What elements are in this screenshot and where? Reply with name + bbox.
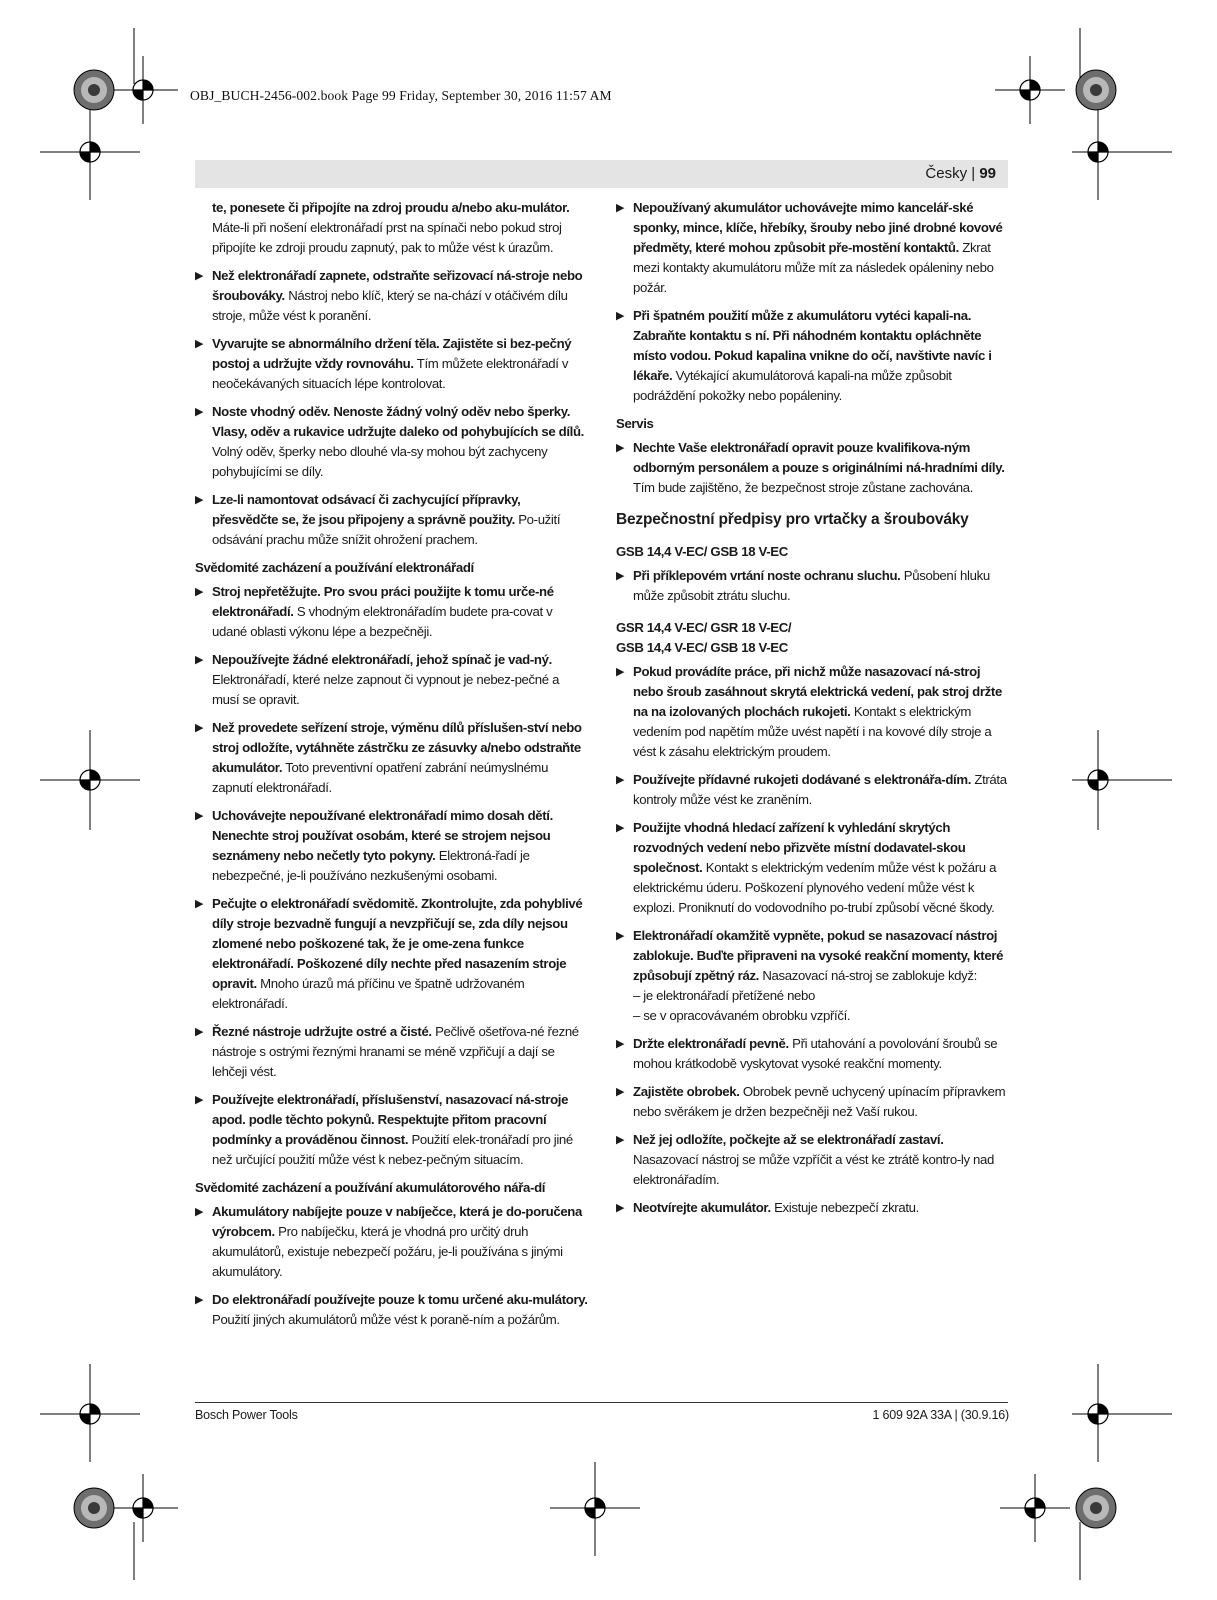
bullet-icon: ▶	[616, 774, 625, 786]
item-bold-text: Vyvarujte se abnormálního držení těla. Zajistěte si bez-pečný postoj a udržujte vždy rovnováhu.	[212, 336, 572, 371]
list-item	[195, 806, 588, 886]
section-heading: Svědomité zacházení a používání akumulátorového nářa-dí	[195, 1180, 546, 1195]
item-text: Elektroná-řadí je nebezpečné, je-li používáno nezkušenými osobami.	[212, 848, 530, 883]
left-column	[195, 198, 588, 1338]
bullet-icon: ▶	[616, 1134, 625, 1146]
item-text: Při utahování a povolování šroubů se mohou krátkodobě vyskytovat vysoké reakční momenty.	[633, 1036, 998, 1071]
bullet-icon: ▶	[195, 338, 204, 350]
bullet-icon: ▶	[616, 442, 625, 454]
list-item	[616, 662, 1009, 762]
list-item	[616, 306, 1009, 406]
bullet-icon: ▶	[195, 810, 204, 822]
bullet-icon: ▶	[616, 310, 625, 322]
item-bold-text: Noste vhodný oděv. Nenoste žádný volný oděv nebo šperky. Vlasy, oděv a rukavice udržujte daleko od pohybujících se dílů.	[212, 404, 584, 439]
bullet-icon: ▶	[616, 1202, 625, 1214]
bullet-icon: ▶	[616, 822, 625, 834]
item-text: Nástroj nebo klíč, který se na-chází v otáčivém dílu stroje, může vést k poranění.	[212, 288, 568, 323]
list-item	[195, 650, 588, 710]
right-column	[616, 198, 1009, 1226]
item-text: Kontakt s elektrickým vedením může vést k požáru a elektrickému úderu. Poškození plynového vedení může vést k explozi. Proniknutí do vodovodního po-trubí způsobí věcné škody.	[633, 860, 997, 915]
model-heading-line-1: GSR 14,4 V-EC/ GSR 18 V-EC/	[616, 620, 792, 635]
bullet-icon: ▶	[195, 1026, 204, 1038]
item-text: Volný oděv, šperky nebo dlouhé vla-sy mohou být zachyceny pohybujícími se díly.	[212, 444, 548, 479]
item-bold-text: Lze-li namontovat odsávací či zachycující přípravky, přesvědčte se, že jsou připojeny a správně použity.	[212, 492, 521, 527]
model-heading-line-2: GSB 14,4 V-EC/ GSB 18 V-EC	[616, 640, 788, 655]
bullet-icon: ▶	[195, 722, 204, 734]
header-text: Česky | 99	[925, 165, 996, 182]
item-bold-text: Uchovávejte nepoužívané elektronářadí mimo dosah dětí. Nenechte stroj používat osobám, které se strojem nejsou seznámeny nebo nečetly tyto pokyny.	[212, 808, 553, 863]
item-bold-text: Použijte vhodná hledací zařízení k vyhledání skrytých rozvodných vedení nebo přizvěte místní dodavatel-skou společnost.	[633, 820, 966, 875]
model-heading	[616, 618, 1009, 658]
bullet-icon: ▶	[195, 1206, 204, 1218]
list-item	[616, 1198, 1009, 1218]
list-item	[616, 1034, 1009, 1074]
bullet-icon: ▶	[616, 666, 625, 678]
footer-brand: Bosch Power Tools	[195, 1408, 298, 1422]
list-item	[195, 402, 588, 482]
list-item	[195, 1022, 588, 1082]
list-item	[616, 1082, 1009, 1122]
item-text: Existuje nebezpečí zkratu.	[770, 1200, 919, 1215]
item-text: Ztráta kontroly může vést ke zraněním.	[633, 772, 1007, 807]
list-item	[616, 770, 1009, 810]
bullet-icon: ▶	[195, 494, 204, 506]
list-item	[616, 198, 1009, 298]
item-text: Obrobek pevně uchycený upínacím přípravkem nebo svěrákem je držen bezpečněji než Vaší rukou.	[633, 1084, 1006, 1119]
page-number: 99	[979, 165, 996, 182]
bullet-icon: ▶	[616, 202, 625, 214]
item-text: Použití jiných akumulátorů může vést k poraně-ním a požárům.	[212, 1312, 560, 1327]
item-text: Tím můžete elektronářadí v neočekávaných situacích lépe kontrolovat.	[212, 356, 569, 391]
section-heading: Svědomité zacházení a používání elektronářadí	[195, 560, 474, 575]
list-item	[195, 266, 588, 326]
bullet-icon: ▶	[195, 654, 204, 666]
item-text: Pečlivě ošetřova-né řezné nástroje s ostrými řeznými hranami se méně vzpřičují a dají se lehčeji vést.	[212, 1024, 579, 1079]
item-bold-text: Řezné nástroje udržujte ostré a čisté.	[212, 1024, 432, 1039]
bullet-icon: ▶	[616, 1038, 625, 1050]
bullet-icon: ▶	[195, 406, 204, 418]
item-text: Působení hluku může způsobit ztrátu sluchu.	[633, 568, 990, 603]
item-bold-text: Nepoužívejte žádné elektronářadí, jehož spínač je vad-ný.	[212, 652, 552, 667]
item-bold-text: Používejte přídavné rukojeti dodávané s elektronářa-dím.	[633, 772, 972, 787]
dash-item: – je elektronářadí přetížené nebo	[633, 988, 816, 1003]
bullet-icon: ▶	[195, 1094, 204, 1106]
bullet-icon: ▶	[195, 586, 204, 598]
item-bold-text: Při příklepovém vrtání noste ochranu sluchu.	[633, 568, 901, 583]
item-text: Nasazovací ná-stroj se zablokuje když:	[759, 968, 977, 983]
item-bold-text: Do elektronářadí používejte pouze k tomu určené aku-mulátory.	[212, 1292, 588, 1307]
list-item	[195, 582, 588, 642]
list-item	[195, 1090, 588, 1170]
bullet-icon: ▶	[616, 930, 625, 942]
item-bold-text: Při špatném použití může z akumulátoru vytéci kapali-na. Zabraňte kontaktu s ní. Při náhodném kontaktu opláchněte místo vodou. Pokud kapalina vnikne do očí, navštivte navíc i lékaře.	[633, 308, 992, 383]
print-line: OBJ_BUCH-2456-002.book Page 99 Friday, September 30, 2016 11:57 AM	[190, 88, 612, 103]
item-bold-text: Stroj nepřetěžujte. Pro svou práci použijte k tomu urče-né elektronářadí.	[212, 584, 554, 619]
item-text: Zkrat mezi kontakty akumulátoru může mít za následek opáleniny nebo požár.	[633, 240, 994, 295]
bullet-icon: ▶	[195, 270, 204, 282]
item-text: Nasazovací nástroj se může vzpříčit a vést ke ztrátě kontro-ly nad elektronářadím.	[633, 1152, 994, 1187]
item-bold-text: Než elektronářadí zapnete, odstraňte seřizovací ná-stroje nebo šroubováky.	[212, 268, 583, 303]
item-bold-text: Elektronářadí okamžitě vypněte, pokud se nasazovací nástroj zablokuje. Buďte připraveni na vysoké reakční momenty, které způsobují zpětný ráz.	[633, 928, 1004, 983]
item-bold-text: Nepoužívaný akumulátor uchovávejte mimo kancelář-ské sponky, mince, klíče, hřebíky, šrouby nebo jiné drobné kovové předměty, které mohou způsobit pře-mostění kontaktů.	[633, 200, 1003, 255]
item-text: Mnoho úrazů má příčinu ve špatně udržovaném elektronářadí.	[212, 976, 525, 1011]
item-text: Pro nabíječku, která je vhodná pro určitý druh akumulátorů, existuje nebezpečí požáru, je-li používána s jinými akumulátory.	[212, 1224, 563, 1279]
item-text: Máte-li při nošení elektronářadí prst na spínači nebo pokud stroj připojíte ke zdroji proudu zapnutý, pak to může vést k úrazům.	[212, 220, 562, 255]
item-text: Tím bude zajištěno, že bezpečnost stroje zůstane zachována.	[633, 480, 974, 495]
model-heading: GSB 14,4 V-EC/ GSB 18 V-EC	[616, 544, 788, 559]
main-heading: Bezpečnostní předpisy pro vrtačky a šroubováky	[616, 511, 969, 528]
item-text: Vytékající akumulátorová kapali-na může způsobit podráždění pokožky nebo popáleniny.	[633, 368, 952, 403]
bullet-icon: ▶	[195, 1294, 204, 1306]
footer-doc-number: 1 609 92A 33A | (30.9.16)	[872, 1408, 1009, 1422]
header-language: Česky	[925, 165, 968, 182]
list-item	[195, 198, 588, 258]
item-bold-text: Akumulátory nabíjejte pouze v nabíječce, která je do-poručena výrobcem.	[212, 1204, 582, 1239]
item-bold-text: Nechte Vaše elektronářadí opravit pouze kvalifikova-ným odborným personálem a pouze s originálními ná-hradními díly.	[633, 440, 1005, 475]
item-text: Po-užití odsávání prachu může snížit ohrožení prachem.	[212, 512, 561, 547]
item-text: Elektronářadí, které nelze zapnout či vypnout je nebez-pečné a musí se opravit.	[212, 672, 560, 707]
item-bold-text: Zajistěte obrobek.	[633, 1084, 740, 1099]
dash-item: – se v opracovávaném obrobku vzpříčí.	[633, 1008, 851, 1023]
item-bold-text: Používejte elektronářadí, příslušenství, nasazovací ná-stroje apod. podle těchto pokynů. Respektujte přitom pracovní podmínky a prováděnou činnost.	[212, 1092, 569, 1147]
item-text: Použití elek-tronářadí pro jiné než určující použití může vést k nebez-pečným situacím.	[212, 1132, 573, 1167]
item-bold-text: Neotvírejte akumulátor.	[633, 1200, 771, 1215]
item-text: Toto preventivní opatření zabrání neúmyslnému zapnutí elektronářadí.	[212, 760, 549, 795]
list-item	[616, 818, 1009, 918]
footer-divider	[195, 1402, 1008, 1403]
list-item	[195, 718, 588, 798]
item-bold-text: Než provedete seřízení stroje, výměnu dílů příslušen-ství nebo stroj odložíte, vytáhněte zástrčku ze zásuvky a/nebo odstraňte akumulátor.	[212, 720, 582, 775]
item-bold-text: Pokud provádíte práce, při nichž může nasazovací ná-stroj nebo šroub zasáhnout skrytá elektrická vedení, pak stroj držte na na izolovaných plochách rukojeti.	[633, 664, 1002, 719]
item-bold-text: Než jej odložíte, počkejte až se elektronářadí zastaví.	[633, 1132, 944, 1147]
list-item	[195, 334, 588, 394]
page-header	[195, 160, 1008, 188]
bullet-icon: ▶	[195, 898, 204, 910]
item-bold-text: Pečujte o elektronářadí svědomitě. Zkontrolujte, zda pohyblivé díly stroje bezvadně fungují a nevzpřičují se, zda díly nejsou zlomené nebo poškozené tak, že je ome-zena funkce elektronářadí. Poškozené díly nechte před nasazením stroje opravit.	[212, 896, 583, 991]
item-bold-text: te, ponesete či připojíte na zdroj proudu a/nebo aku-mulátor.	[212, 200, 570, 215]
list-item	[195, 1202, 588, 1282]
list-item	[616, 926, 1009, 1026]
bullet-icon: ▶	[616, 570, 625, 582]
list-item	[195, 1290, 588, 1330]
item-text: S vhodným elektronářadím budete pra-covat v udané oblasti výkonu lépe a bezpečněji.	[212, 604, 553, 639]
section-heading: Servis	[616, 416, 654, 431]
bullet-icon: ▶	[616, 1086, 625, 1098]
item-text: Kontakt s elektrickým vedením pod napětím může uvést napětí i na kovové díly stroje a vést k zásahu elektrickým proudem.	[633, 704, 992, 759]
item-bold-text: Držte elektronářadí pevně.	[633, 1036, 789, 1051]
list-item	[616, 1130, 1009, 1190]
list-item	[195, 894, 588, 1014]
list-item	[616, 566, 1009, 606]
list-item	[195, 490, 588, 550]
list-item	[616, 438, 1009, 498]
